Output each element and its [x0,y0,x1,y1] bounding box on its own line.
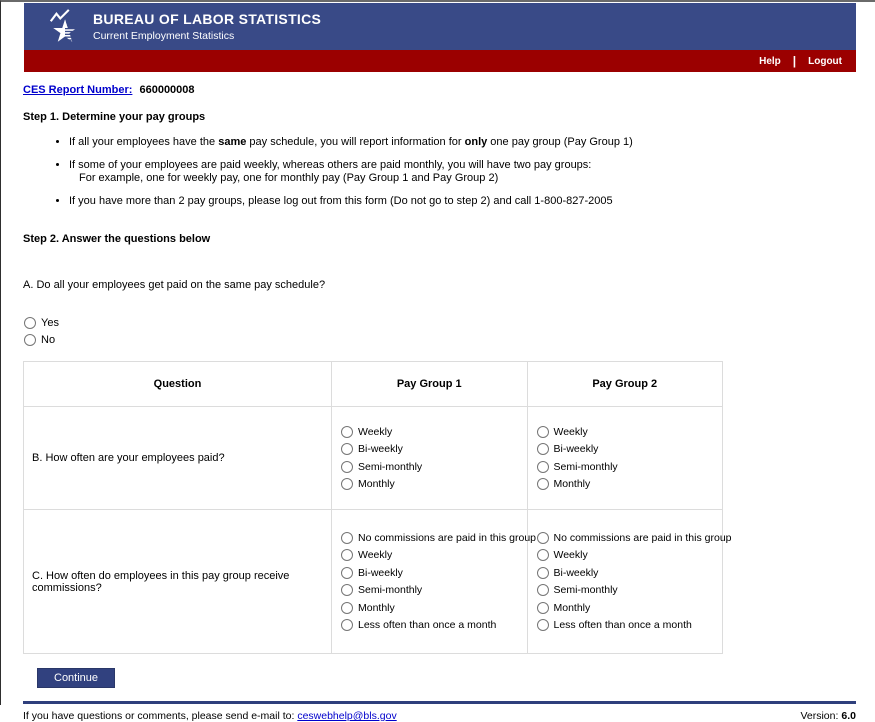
radio-label: Semi-monthly [358,584,423,597]
version-value: 6.0 [841,710,856,722]
radio-label: No commissions are paid in this group [358,531,536,544]
radio-no[interactable] [24,334,36,346]
table-header-row [24,362,723,407]
radio-option[interactable] [536,529,732,547]
radio-option[interactable] [340,564,523,582]
radio-option[interactable] [340,599,523,617]
radio-option[interactable] [340,423,523,441]
radio-c-pg2-none[interactable] [537,532,549,544]
radio-option[interactable] [340,547,523,565]
radio-option[interactable] [340,441,523,459]
radio-no-label: No [41,333,56,346]
agency-title: BUREAU OF LABOR STATISTICS [93,11,322,27]
radio-option-no[interactable] [23,331,856,348]
radio-label: Bi-weekly [553,566,599,579]
nav-bar [24,50,856,72]
radio-option[interactable] [536,476,719,494]
radio-b-pg2-biweekly[interactable] [537,443,549,455]
header-banner [24,3,856,50]
step1-bullet-list [23,136,856,208]
footer-contact-text [23,710,397,722]
version-text [800,710,856,722]
radio-option[interactable] [536,547,719,565]
radio-c-pg2-monthly[interactable] [537,602,549,614]
radio-label: Weekly [553,425,588,438]
radio-b-pg2-weekly[interactable] [537,426,549,438]
question-b-pg2-options [527,407,723,510]
radio-b-pg1-weekly[interactable] [341,426,353,438]
bullet-two-pay-groups [69,159,856,185]
radio-option[interactable] [340,529,536,547]
radio-label: Semi-monthly [358,460,423,473]
radio-label: Semi-monthly [553,584,618,597]
radio-label: Bi-weekly [358,566,403,579]
radio-b-pg1-semimonthly[interactable] [341,461,353,473]
radio-c-pg2-semimonthly[interactable] [537,584,549,596]
radio-c-pg2-weekly[interactable] [537,549,549,561]
question-c-text: C. How often do employees in this pay group receive commissions? [24,510,332,654]
bullet-two-line2: For example, one for weekly pay, one for monthly pay (Pay Group 1 and Pay Group 2) [79,172,499,184]
radio-c-pg1-none[interactable] [341,532,353,544]
footer-contact-prefix: If you have questions or comments, please send e-mail to: [23,710,298,722]
bullet-two-line1: • If some of your employees are paid weekly, whereas others are paid monthly, you will have two pay groups: [69,159,592,171]
continue-button[interactable]: Continue [37,668,115,688]
radio-label: Less often than once a month [358,619,497,632]
support-email-link[interactable]: ceswebhelp@bls.gov [297,710,397,722]
radio-label: Weekly [358,425,393,438]
step2-heading: Step 2. Answer the questions below [23,233,211,245]
question-b-text: B. How often are your employees paid? [24,407,332,510]
radio-label: Semi-monthly [553,460,618,473]
radio-option[interactable] [340,458,523,476]
ces-report-number-value: 660000008 [139,84,195,96]
radio-b-pg2-semimonthly[interactable] [537,461,549,473]
footer [23,710,856,722]
header-question: Question [24,362,332,407]
app-subtitle: Current Employment Statistics [93,30,235,42]
radio-b-pg1-monthly[interactable] [341,478,353,490]
radio-label: Weekly [358,549,393,562]
radio-option[interactable] [536,423,719,441]
radio-label: Monthly [553,601,591,614]
radio-label: Bi-weekly [553,443,599,456]
table-row-question-c [24,510,723,654]
main-content [1,84,875,688]
question-b-pg1-options [332,407,528,510]
logout-link[interactable]: Logout [808,55,842,67]
step1-heading: Step 1. Determine your pay groups [23,111,206,123]
radio-option-yes[interactable] [23,314,856,331]
radio-option[interactable] [536,564,719,582]
bullet-one-pay-group: • If all your employees have the same pay schedule, you will report information for only one pay group (Pay Group 1) [69,136,856,149]
radio-c-pg1-less-often[interactable] [341,619,353,631]
question-a-text: A. Do all your employees get paid on the same pay schedule? [23,279,326,291]
radio-c-pg2-less-often[interactable] [537,619,549,631]
radio-b-pg2-monthly[interactable] [537,478,549,490]
radio-b-pg1-biweekly[interactable] [341,443,353,455]
version-label: Version: [800,710,839,722]
footer-divider [23,701,856,704]
radio-c-pg1-weekly[interactable] [341,549,353,561]
radio-label: No commissions are paid in this group [553,531,732,544]
ces-report-number-link[interactable]: CES Report Number: [23,84,133,96]
header-pay-group-2: Pay Group 2 [527,362,723,407]
radio-option[interactable] [536,441,719,459]
radio-label: Monthly [358,601,395,614]
radio-label: Bi-weekly [358,443,403,456]
help-link[interactable]: Help [759,55,781,67]
radio-yes-label: Yes [41,316,59,329]
radio-option[interactable] [536,617,719,635]
table-row-question-b [24,407,723,510]
radio-c-pg1-biweekly[interactable] [341,567,353,579]
bullet-more-than-two: • If you have more than 2 pay groups, please log out from this form (Do not go to step 2) and call 1-800-827-2005 [69,195,856,208]
radio-label: Monthly [553,478,591,491]
radio-c-pg1-monthly[interactable] [341,602,353,614]
radio-option[interactable] [340,617,523,635]
radio-option[interactable] [536,458,719,476]
radio-label: Less often than once a month [553,619,692,632]
radio-option[interactable] [536,599,719,617]
pay-group-table [23,361,732,654]
nav-divider: | [792,54,797,68]
question-c-pg2-options [527,510,732,654]
bls-star-logo-icon [46,7,84,47]
radio-yes[interactable] [24,317,36,329]
header-pay-group-1: Pay Group 1 [332,362,528,407]
radio-label: Monthly [358,478,395,491]
radio-option[interactable] [340,582,523,600]
radio-c-pg2-biweekly[interactable] [537,567,549,579]
question-a-options [23,314,856,348]
radio-label: Weekly [553,549,588,562]
ces-report-line [23,84,856,96]
radio-option[interactable] [536,582,719,600]
radio-c-pg1-semimonthly[interactable] [341,584,353,596]
radio-option[interactable] [340,476,523,494]
question-c-pg1-options [332,510,536,654]
